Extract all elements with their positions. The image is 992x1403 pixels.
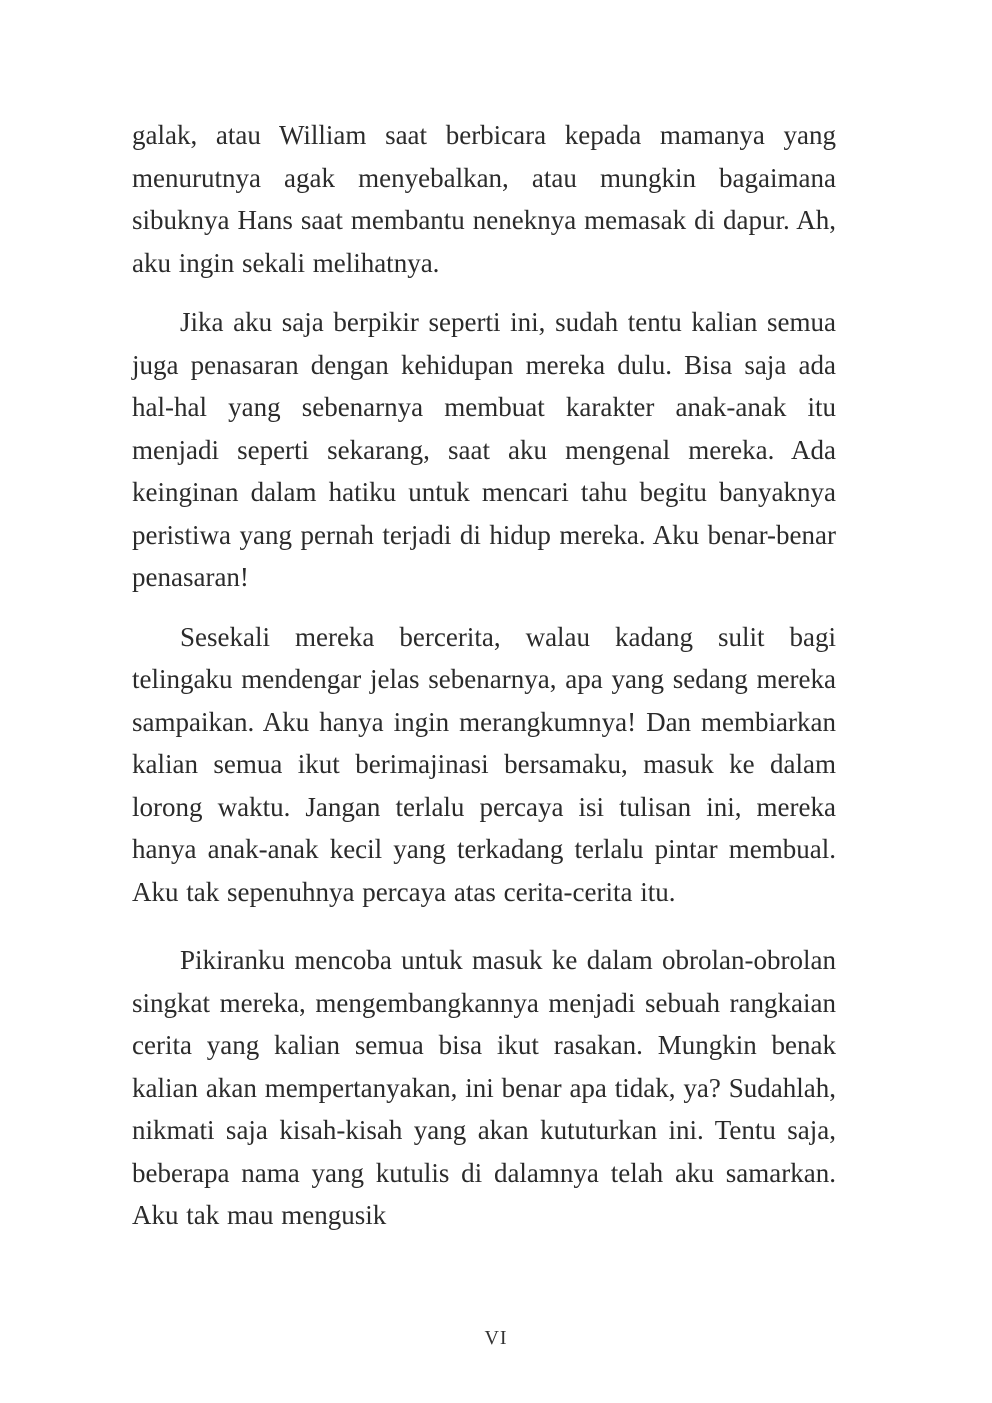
body-text <box>132 114 836 1237</box>
paragraph-2: Jika aku saja berpikir seperti ini, sudah tentu kalian semua juga penasaran dengan kehidupan mereka dulu. Bisa saja ada hal-hal yang sebenarnya membuat karakter anak-anak itu menjadi seperti sekarang, saat aku mengenal mereka. Ada keinginan dalam hatiku untuk mencari tahu begitu banyaknya peristiwa yang pernah terjadi di hidup mereka. Aku benar-benar penasaran! <box>132 307 836 592</box>
paragraph-3: Sesekali mereka bercerita, walau kadang sulit bagi telingaku mendengar jelas sebenarnya, apa yang sedang mereka sampaikan. Aku hanya ingin merangkumnya! Dan membiarkan kalian semua ikut berimajinasi bersamaku, masuk ke dalam lorong waktu. Jangan terlalu percaya isi tulisan ini, mereka hanya anak-anak kecil yang terkadang terlalu pintar membual. Aku tak sepenuhnya percaya atas cerita-cerita itu. <box>132 621 836 907</box>
paragraph-1: galak, atau William saat berbicara kepada mamanya yang menurutnya agak menyebalkan, atau mungkin bagaimana sibuknya Hans saat membantu neneknya memasak di dapur. Ah, aku ingin sekali melihatnya. <box>132 120 836 278</box>
paragraph-4: Pikiranku mencoba untuk masuk ke dalam obrolan-obrolan singkat mereka, mengembangkannya menjadi sebuah rangkaian cerita yang kalian semua bisa ikut rasakan. Mungkin benak kalian akan mempertanyakan, ini benar apa tidak, ya? Sudahlah, nikmati saja kisah-kisah yang akan kututurkan ini. Tentu saja, beberapa nama yang kutulis di dalamnya telah aku samarkan. Aku tak mau mengusik <box>132 945 836 1230</box>
page-number: VI <box>484 1327 508 1349</box>
